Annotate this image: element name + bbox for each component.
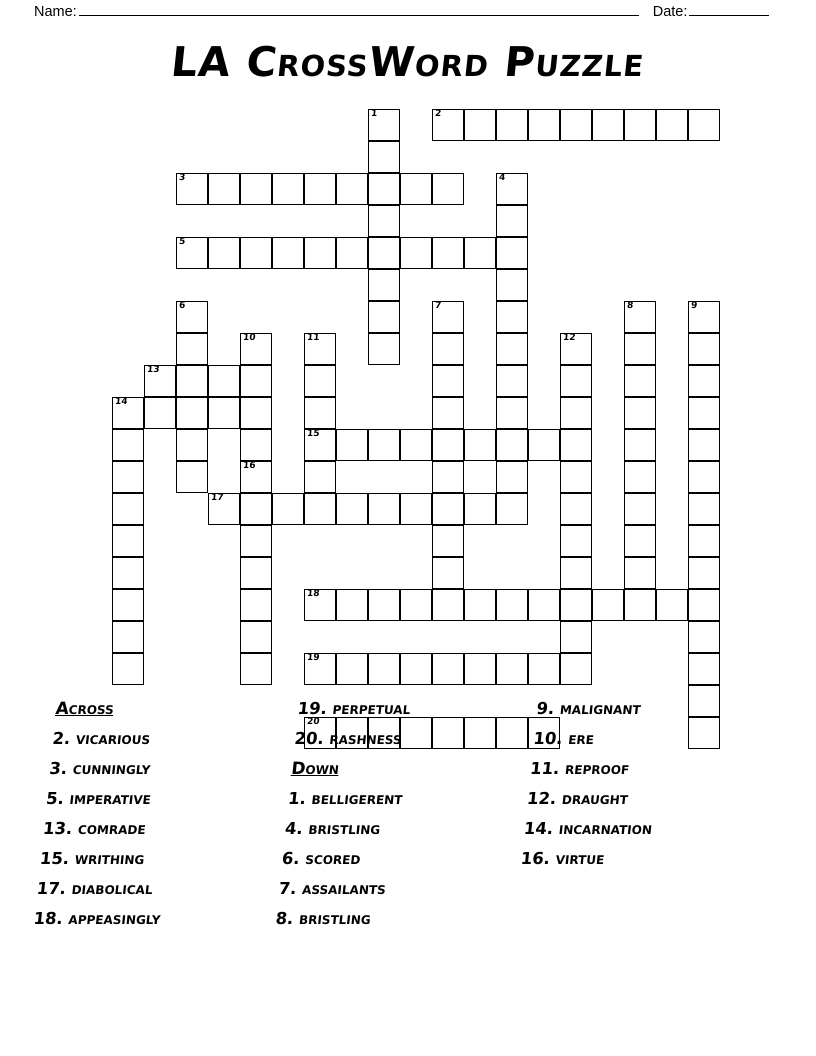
clue-item: 18. appeasingly	[32, 909, 162, 928]
grid-cell[interactable]	[464, 109, 496, 141]
grid-cell[interactable]	[688, 333, 720, 365]
grid-cell[interactable]	[624, 493, 656, 525]
grid-cell[interactable]	[240, 173, 272, 205]
grid-cell[interactable]	[112, 493, 144, 525]
grid-cell[interactable]	[304, 365, 336, 397]
clue-item: 12. draught	[526, 789, 630, 808]
grid-cell[interactable]	[112, 461, 144, 493]
grid-cell[interactable]	[464, 237, 496, 269]
grid-cell[interactable]	[432, 365, 464, 397]
grid-cell[interactable]	[688, 109, 720, 141]
clue-column-2	[273, 700, 538, 940]
grid-cell[interactable]	[304, 173, 336, 205]
clue-item: 11. reproof	[529, 759, 631, 778]
grid-cell-number: 18	[305, 589, 320, 599]
grid-cell-number: 17	[209, 493, 224, 503]
grid-cell[interactable]	[496, 301, 528, 333]
grid-cell[interactable]	[400, 173, 432, 205]
grid-cell[interactable]	[272, 237, 304, 269]
grid-cell[interactable]	[560, 589, 592, 621]
grid-cell[interactable]	[176, 173, 208, 205]
grid-cell[interactable]	[688, 621, 720, 653]
grid-cell[interactable]	[208, 397, 240, 429]
clue-item: 20. rashness	[293, 729, 403, 748]
clue-item: 7. assailants	[277, 879, 387, 898]
grid-cell[interactable]	[432, 173, 464, 205]
page-title: LA CrossWord Puzzle	[168, 38, 648, 86]
grid-cell[interactable]	[496, 237, 528, 269]
grid-cell[interactable]	[304, 653, 336, 685]
grid-cell[interactable]	[432, 301, 464, 333]
grid-cell[interactable]	[688, 397, 720, 429]
grid-cell[interactable]	[432, 525, 464, 557]
grid-cell[interactable]	[432, 589, 464, 621]
grid-cell[interactable]	[240, 333, 272, 365]
grid-cell[interactable]	[336, 493, 368, 525]
grid-cell-number: 6	[177, 301, 186, 311]
grid-cell[interactable]	[432, 397, 464, 429]
grid-cell[interactable]	[688, 301, 720, 333]
grid-cell[interactable]	[528, 653, 560, 685]
grid-cell[interactable]	[688, 525, 720, 557]
grid-cell[interactable]	[400, 237, 432, 269]
grid-cell[interactable]	[304, 589, 336, 621]
grid-cell-number: 11	[305, 333, 320, 343]
grid-cell[interactable]	[432, 429, 464, 461]
grid-cell[interactable]	[496, 589, 528, 621]
grid-cell[interactable]	[432, 557, 464, 589]
grid-cell[interactable]	[176, 461, 208, 493]
grid-cell[interactable]	[304, 237, 336, 269]
grid-cell[interactable]	[560, 621, 592, 653]
grid-cell[interactable]	[688, 557, 720, 589]
grid-cell[interactable]	[368, 493, 400, 525]
grid-cell[interactable]	[208, 493, 240, 525]
grid-cell[interactable]	[592, 589, 624, 621]
grid-cell-number: 14	[113, 397, 128, 407]
date-label: Date:	[652, 4, 688, 20]
clue-item: 15. writhing	[38, 849, 146, 868]
grid-cell[interactable]	[400, 589, 432, 621]
grid-cell[interactable]	[272, 173, 304, 205]
grid-cell[interactable]	[144, 365, 176, 397]
grid-cell[interactable]	[496, 205, 528, 237]
grid-cell[interactable]	[176, 365, 208, 397]
grid-cell[interactable]	[464, 589, 496, 621]
grid-cell[interactable]	[304, 493, 336, 525]
grid-cell[interactable]	[432, 333, 464, 365]
clue-column-3	[519, 700, 788, 880]
grid-cell[interactable]	[240, 461, 272, 493]
grid-cell[interactable]	[240, 429, 272, 461]
down-heading: Down	[290, 759, 341, 779]
grid-cell[interactable]	[496, 429, 528, 461]
grid-cell[interactable]	[368, 205, 400, 237]
grid-cell[interactable]	[560, 333, 592, 365]
grid-cell-number: 7	[433, 301, 442, 311]
clue-item: 2. vicarious	[51, 729, 152, 748]
grid-cell[interactable]	[240, 589, 272, 621]
grid-cell[interactable]	[624, 333, 656, 365]
grid-cell[interactable]	[528, 429, 560, 461]
grid-cell-number: 13	[145, 365, 160, 375]
grid-cell-number: 15	[305, 429, 320, 439]
grid-cell[interactable]	[176, 301, 208, 333]
grid-cell[interactable]	[688, 365, 720, 397]
clue-item: 16. virtue	[519, 849, 606, 868]
grid-cell[interactable]	[304, 333, 336, 365]
grid-cell[interactable]	[368, 141, 400, 173]
grid-cell[interactable]	[464, 429, 496, 461]
grid-cell[interactable]	[496, 333, 528, 365]
grid-cell[interactable]	[560, 429, 592, 461]
grid-cell[interactable]	[432, 109, 464, 141]
grid-cell[interactable]	[368, 301, 400, 333]
grid-cell[interactable]	[368, 653, 400, 685]
grid-cell-number: 12	[561, 333, 576, 343]
clue-item: 6. scored	[280, 849, 362, 868]
grid-cell[interactable]	[688, 589, 720, 621]
grid-cell[interactable]	[144, 397, 176, 429]
grid-cell[interactable]	[560, 493, 592, 525]
grid-cell[interactable]	[432, 461, 464, 493]
grid-cell[interactable]	[176, 333, 208, 365]
grid-cell[interactable]	[112, 429, 144, 461]
grid-cell-number: 9	[689, 301, 698, 311]
grid-cell[interactable]	[560, 525, 592, 557]
clue-item: 17. diabolical	[35, 879, 154, 898]
clue-item: 13. comrade	[42, 819, 147, 838]
grid-cell[interactable]	[560, 557, 592, 589]
grid-cell-number: 3	[177, 173, 186, 183]
grid-cell[interactable]	[368, 269, 400, 301]
grid-cell[interactable]	[336, 653, 368, 685]
grid-cell-number: 1	[369, 109, 378, 119]
grid-cell[interactable]	[368, 173, 400, 205]
grid-cell[interactable]	[624, 365, 656, 397]
clue-item: 14. incarnation	[522, 819, 654, 838]
grid-cell[interactable]	[624, 301, 656, 333]
grid-cell[interactable]	[432, 493, 464, 525]
grid-cell[interactable]	[560, 461, 592, 493]
name-label: Name:	[34, 4, 77, 20]
grid-cell[interactable]	[112, 525, 144, 557]
grid-cell-number: 19	[305, 653, 320, 663]
grid-cell[interactable]	[272, 493, 304, 525]
grid-cell[interactable]	[304, 429, 336, 461]
grid-cell[interactable]	[496, 397, 528, 429]
grid-cell[interactable]	[624, 429, 656, 461]
grid-cell-number: 2	[433, 109, 442, 119]
clue-item: 5. imperative	[45, 789, 152, 808]
grid-cell[interactable]	[208, 173, 240, 205]
grid-cell[interactable]	[528, 589, 560, 621]
grid-cell-number: 4	[497, 173, 506, 183]
grid-cell[interactable]	[368, 109, 400, 141]
grid-cell[interactable]	[368, 333, 400, 365]
grid-cell[interactable]	[400, 429, 432, 461]
grid-cell-number: 20	[305, 717, 320, 727]
grid-cell[interactable]	[496, 461, 528, 493]
grid-cell[interactable]	[496, 653, 528, 685]
grid-cell[interactable]	[176, 397, 208, 429]
grid-cell[interactable]	[464, 653, 496, 685]
grid-cell[interactable]	[400, 493, 432, 525]
grid-cell-number: 8	[625, 301, 634, 311]
grid-cell[interactable]	[624, 397, 656, 429]
grid-cell[interactable]	[400, 653, 432, 685]
grid-cell[interactable]	[560, 653, 592, 685]
grid-cell[interactable]	[496, 109, 528, 141]
grid-cell[interactable]	[528, 109, 560, 141]
clues-section	[32, 699, 784, 950]
across-heading: Across	[54, 699, 115, 719]
grid-cell[interactable]	[496, 173, 528, 205]
clue-item: 8. bristling	[274, 909, 372, 928]
grid-cell[interactable]	[240, 653, 272, 685]
grid-cell[interactable]	[656, 109, 688, 141]
clue-item: 19. perpetual	[296, 699, 412, 718]
grid-cell[interactable]	[240, 525, 272, 557]
clue-item: 4. bristling	[284, 819, 382, 838]
grid-cell[interactable]	[432, 653, 464, 685]
grid-cell[interactable]	[688, 461, 720, 493]
clue-item: 9. malignant	[535, 699, 642, 718]
grid-cell[interactable]	[368, 429, 400, 461]
grid-cell[interactable]	[560, 109, 592, 141]
grid-cell[interactable]	[176, 429, 208, 461]
grid-cell[interactable]	[240, 621, 272, 653]
grid-cell[interactable]	[368, 237, 400, 269]
grid-cell[interactable]	[336, 173, 368, 205]
clue-item: 3. cunningly	[48, 759, 152, 778]
grid-cell[interactable]	[496, 493, 528, 525]
clue-item: 1. belligerent	[287, 789, 404, 808]
grid-cell-number: 10	[241, 333, 256, 343]
grid-cell[interactable]	[240, 365, 272, 397]
clue-item: 10. ere	[532, 729, 596, 748]
grid-cell[interactable]	[304, 397, 336, 429]
grid-cell[interactable]	[176, 237, 208, 269]
grid-cell[interactable]	[624, 589, 656, 621]
grid-cell[interactable]	[336, 589, 368, 621]
grid-cell-number: 16	[241, 461, 256, 471]
grid-cell[interactable]	[208, 237, 240, 269]
grid-cell[interactable]	[496, 269, 528, 301]
grid-cell[interactable]	[624, 461, 656, 493]
grid-cell[interactable]	[688, 429, 720, 461]
grid-cell-number: 5	[177, 237, 186, 247]
grid-cell[interactable]	[624, 525, 656, 557]
grid-cell[interactable]	[688, 653, 720, 685]
grid-cell[interactable]	[592, 109, 624, 141]
grid-cell[interactable]	[688, 493, 720, 525]
grid-cell[interactable]	[304, 461, 336, 493]
grid-cell[interactable]	[112, 589, 144, 621]
grid-cell[interactable]	[464, 493, 496, 525]
grid-cell[interactable]	[560, 397, 592, 429]
grid-cell[interactable]	[112, 397, 144, 429]
grid-cell[interactable]	[112, 653, 144, 685]
grid-cell[interactable]	[656, 589, 688, 621]
grid-cell[interactable]	[368, 589, 400, 621]
grid-cell[interactable]	[496, 365, 528, 397]
grid-cell[interactable]	[432, 237, 464, 269]
grid-cell[interactable]	[240, 237, 272, 269]
grid-cell[interactable]	[336, 237, 368, 269]
grid-cell[interactable]	[624, 109, 656, 141]
grid-cell[interactable]	[560, 365, 592, 397]
grid-cell[interactable]	[112, 557, 144, 589]
grid-cell[interactable]	[336, 429, 368, 461]
clue-column-1	[31, 700, 296, 940]
grid-cell[interactable]	[112, 621, 144, 653]
grid-cell[interactable]	[240, 397, 272, 429]
grid-cell[interactable]	[208, 365, 240, 397]
grid-cell[interactable]	[624, 557, 656, 589]
grid-cell[interactable]	[240, 493, 272, 525]
grid-cell[interactable]	[240, 557, 272, 589]
